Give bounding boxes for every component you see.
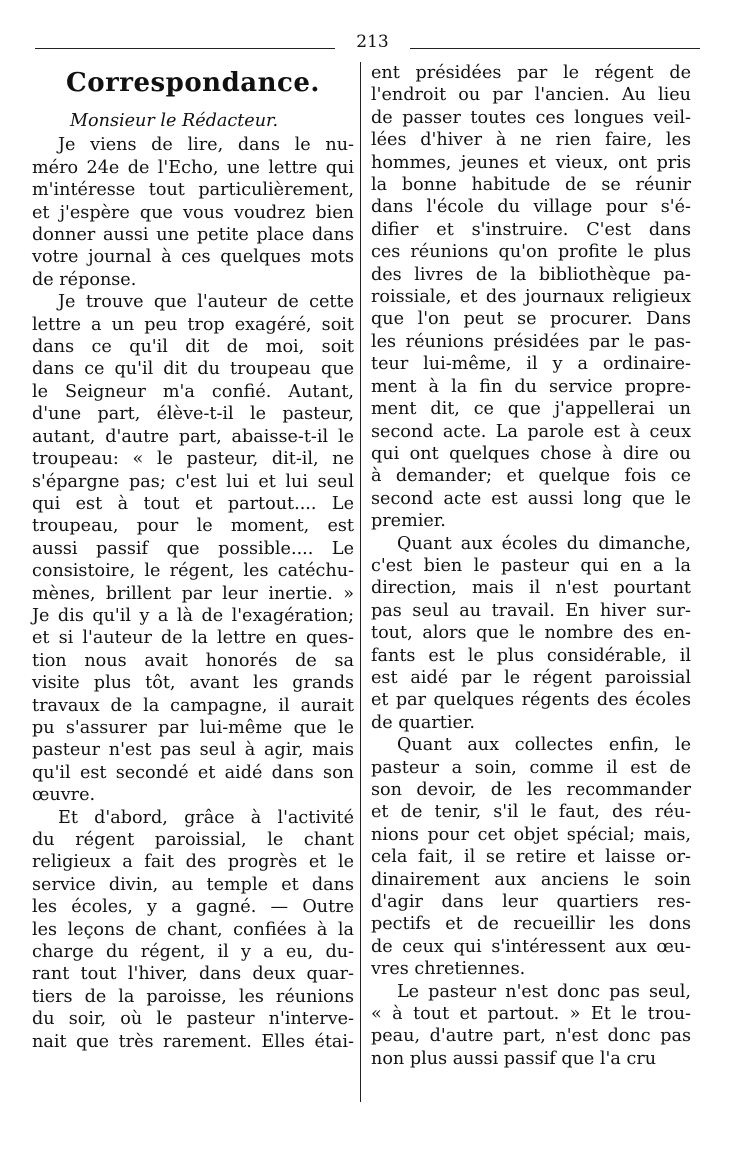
text-line: rant tout l'hiver, dans deux quar- bbox=[32, 964, 354, 985]
text-line: Et d'abord, grâce à l'activité bbox=[58, 807, 354, 828]
article-title: Correspondance. bbox=[66, 68, 320, 98]
text-line: « à tout et partout. » Et le trou- bbox=[371, 1004, 691, 1025]
text-line: du soir, où le pasteur n'interve- bbox=[32, 1009, 354, 1030]
text-line: et j'espère que vous voudrez bien bbox=[32, 202, 354, 223]
text-line: ment à la fin du service propre- bbox=[371, 376, 691, 397]
text-line: qu'il est secondé et aidé dans son bbox=[32, 762, 354, 783]
text-line: Je trouve que l'auteur de cette bbox=[58, 292, 354, 313]
text-line: dans l'école du village pour s'é- bbox=[371, 197, 691, 218]
text-line: consistoire, le régent, les catéchu- bbox=[32, 561, 354, 582]
text-line: que l'on peut se procurer. Dans bbox=[371, 309, 691, 330]
text-line: religieux a fait des progrès et le bbox=[32, 852, 354, 873]
text-line: les leçons de chant, confiées à la bbox=[32, 919, 354, 940]
text-line: du régent paroissial, le chant bbox=[32, 830, 354, 850]
text-line: son devoir, de les recommander bbox=[371, 780, 691, 800]
text-line: et si l'auteur de la lettre en ques- bbox=[32, 628, 354, 649]
text-line: dans ce qu'il dit du troupeau que bbox=[32, 359, 354, 380]
text-line: ces réunions qu'on profite le plus bbox=[371, 242, 691, 263]
text-line: qui est à tout et partout.... Le bbox=[32, 493, 354, 514]
text-line: pasteur a soin, comme il est de bbox=[371, 757, 691, 778]
text-line: second acte. La parole est à ceux bbox=[371, 421, 691, 442]
text-line: et de tenir, s'il le faut, des réu- bbox=[371, 802, 691, 823]
text-line: pu s'assurer par lui-même que le bbox=[32, 717, 354, 738]
text-line: travaux de la campagne, il aurait bbox=[32, 695, 354, 716]
text-line: ment dit, ce que j'appellerai un bbox=[371, 399, 691, 420]
text-line: m'intéresse tout particulièrement, bbox=[32, 180, 354, 201]
text-line: pasteur n'est pas seul à agir, mais bbox=[32, 740, 354, 761]
right-column bbox=[371, 62, 691, 1070]
text-line: les réunions présidées par le pas- bbox=[371, 331, 691, 352]
text-line: Je viens de lire, dans le nu- bbox=[58, 135, 354, 156]
text-line: de ceux qui s'intéressent aux œu- bbox=[371, 936, 691, 957]
text-line: premier. bbox=[371, 511, 446, 532]
text-line: pectifs et de recueillir les dons bbox=[371, 914, 691, 935]
text-line: méro 24e de l'Echo, une lettre qui bbox=[32, 157, 354, 178]
text-line: difier et s'instruire. C'est dans bbox=[371, 219, 691, 240]
header-rule-right bbox=[410, 48, 700, 49]
text-line: à demander; et quelque fois ce bbox=[371, 466, 691, 487]
text-line: Je dis qu'il y a là de l'exagération; bbox=[32, 605, 354, 626]
text-line: les écoles, y a gagné. — Outre bbox=[32, 897, 354, 918]
text-line: dans ce qu'il dit de moi, soit bbox=[32, 337, 354, 358]
text-line: service divin, au temple et dans bbox=[32, 874, 354, 895]
header-rule-left bbox=[35, 48, 335, 49]
text-line: roissiale, et des journaux religieux bbox=[371, 287, 691, 308]
text-line: et par quelques régents des écoles bbox=[371, 690, 691, 711]
text-line: charge du régent, il y a eu, du- bbox=[32, 942, 354, 963]
page-header bbox=[35, 32, 700, 54]
text-line: troupeau, pour le moment, est bbox=[32, 516, 354, 537]
text-line: fants est le plus considérable, il bbox=[371, 645, 691, 666]
left-column-text bbox=[32, 134, 354, 1053]
text-line: d'agir dans leur quartiers res- bbox=[371, 892, 691, 913]
text-line: teur lui-même, il y a ordinaire- bbox=[371, 354, 691, 375]
text-line: donner aussi une petite place dans bbox=[32, 225, 354, 246]
text-line: est aidé par le régent paroissial bbox=[371, 667, 691, 688]
text-line: œuvre. bbox=[32, 785, 96, 806]
text-line: qui ont quelques chose à dire ou bbox=[371, 443, 691, 464]
text-line: l'endroit ou par l'ancien. Au lieu bbox=[371, 85, 691, 106]
text-line: lettre a un peu trop exagéré, soit bbox=[32, 314, 354, 335]
text-line: dinairement aux anciens le soin bbox=[371, 869, 691, 890]
text-line: lées d'hiver à ne rien faire, les bbox=[371, 130, 691, 151]
salutation: Monsieur le Rédacteur. bbox=[70, 111, 279, 131]
text-line: visite plus tôt, avant les grands bbox=[32, 673, 354, 694]
right-column-text bbox=[371, 62, 691, 1070]
text-line: aussi passif que possible.... Le bbox=[32, 538, 354, 559]
text-line: nait que très rarement. Elles étai- bbox=[32, 1031, 354, 1052]
text-line: votre journal à ces quelques mots bbox=[32, 247, 354, 268]
text-line: de passer toutes ces longues veil- bbox=[371, 107, 691, 128]
text-line: s'épargne pas; c'est lui et lui seul bbox=[32, 471, 354, 492]
text-line: Quant aux collectes enfin, le bbox=[397, 735, 691, 756]
text-line: c'est bien le pasteur qui en a la bbox=[371, 555, 691, 576]
text-line: ent présidées par le régent de bbox=[371, 63, 691, 83]
text-line: de réponse. bbox=[32, 269, 137, 290]
text-line: d'une part, élève-t-il le pasteur, bbox=[32, 404, 354, 425]
text-line: second acte est aussi long que le bbox=[371, 488, 691, 509]
text-line: cela fait, il se retire et laisse or- bbox=[371, 847, 691, 868]
text-line: la bonne habitude de se réunir bbox=[371, 175, 691, 196]
text-line: non plus aussi passif que l'a cru bbox=[371, 1048, 657, 1069]
text-line: troupeau: « le pasteur, dit-il, ne bbox=[32, 449, 354, 470]
text-line: pas seul au travail. En hiver sur- bbox=[371, 600, 691, 621]
page-number: 213 bbox=[356, 32, 389, 52]
text-line: le Seigneur m'a confié. Autant, bbox=[32, 381, 354, 402]
column-divider bbox=[360, 62, 361, 1102]
text-line: tion nous avait honorés de sa bbox=[32, 650, 354, 671]
text-line: de quartier. bbox=[371, 712, 475, 733]
text-line: tiers de la paroisse, les réunions bbox=[32, 986, 354, 1007]
text-line: des livres de la bibliothèque pa- bbox=[371, 264, 691, 285]
text-line: autant, d'autre part, abaisse-t-il le bbox=[32, 426, 354, 447]
text-line: mènes, brillent par leur inertie. » bbox=[32, 583, 354, 604]
text-line: nions pour cet objet spécial; mais, bbox=[371, 824, 691, 845]
text-line: direction, mais il n'est pourtant bbox=[371, 578, 691, 599]
text-line: tout, alors que le nombre des en- bbox=[371, 623, 691, 644]
text-line: Quant aux écoles du dimanche, bbox=[397, 533, 691, 554]
text-line: Le pasteur n'est donc pas seul, bbox=[397, 981, 691, 1002]
text-line: peau, d'autre part, n'est donc pas bbox=[371, 1026, 691, 1047]
left-column bbox=[32, 62, 354, 1053]
text-line: hommes, jeunes et vieux, ont pris bbox=[371, 152, 691, 173]
text-line: vres chretiennes. bbox=[371, 959, 526, 980]
